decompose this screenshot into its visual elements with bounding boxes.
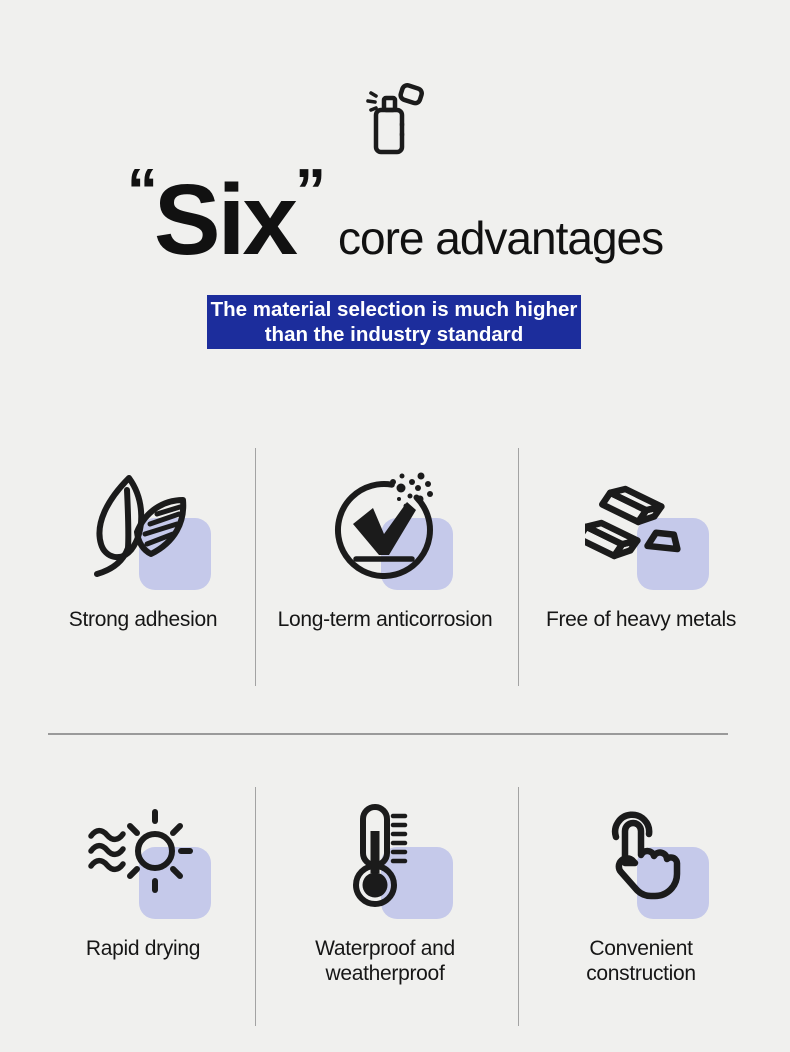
divider-vertical	[518, 448, 519, 686]
icon-wrap	[87, 799, 199, 923]
leaf-icon	[87, 472, 197, 582]
page-title	[0, 157, 790, 288]
divider-horizontal	[48, 733, 728, 735]
advantage-card-waterproof	[265, 799, 505, 987]
icon-wrap	[87, 470, 199, 594]
divider-vertical	[255, 448, 256, 686]
advantage-label: Convenient construction	[586, 937, 696, 985]
metal-ingots-icon	[585, 472, 695, 582]
title-rest: core advantages	[337, 212, 664, 264]
advantage-card-anticorrosion	[265, 470, 505, 633]
banner-line-2: than the industry standard	[264, 323, 524, 346]
title-highlight: Six	[153, 164, 295, 276]
open-quote: “	[126, 157, 154, 226]
icon-wrap	[585, 470, 697, 594]
sun-wind-icon	[87, 801, 197, 911]
advantage-card-convenient	[521, 799, 761, 987]
advantage-label: Rapid drying	[85, 937, 201, 960]
spray-can-icon	[358, 80, 430, 160]
tap-hand-icon	[585, 801, 695, 911]
icon-wrap	[329, 799, 441, 923]
advantage-card-rapid-drying	[33, 799, 253, 962]
icon-wrap	[329, 470, 441, 594]
icon-wrap	[585, 799, 697, 923]
divider-vertical	[518, 787, 519, 1026]
advantage-label: Strong adhesion	[68, 608, 218, 631]
divider-vertical	[255, 787, 256, 1026]
anticorrosion-icon	[329, 472, 439, 582]
advantage-card-no-heavy-metals	[521, 470, 761, 633]
advantage-card-adhesion	[33, 470, 253, 633]
advantage-label: Long-term anticorrosion	[277, 608, 493, 631]
advantage-label: Waterproof and weatherproof	[315, 937, 455, 985]
advantage-label: Free of heavy metals	[545, 608, 737, 631]
thermometer-icon	[329, 801, 439, 911]
close-quote: ”	[294, 157, 322, 226]
banner-line-1: The material selection is much higher	[210, 298, 578, 321]
subtitle-banner	[207, 295, 581, 349]
